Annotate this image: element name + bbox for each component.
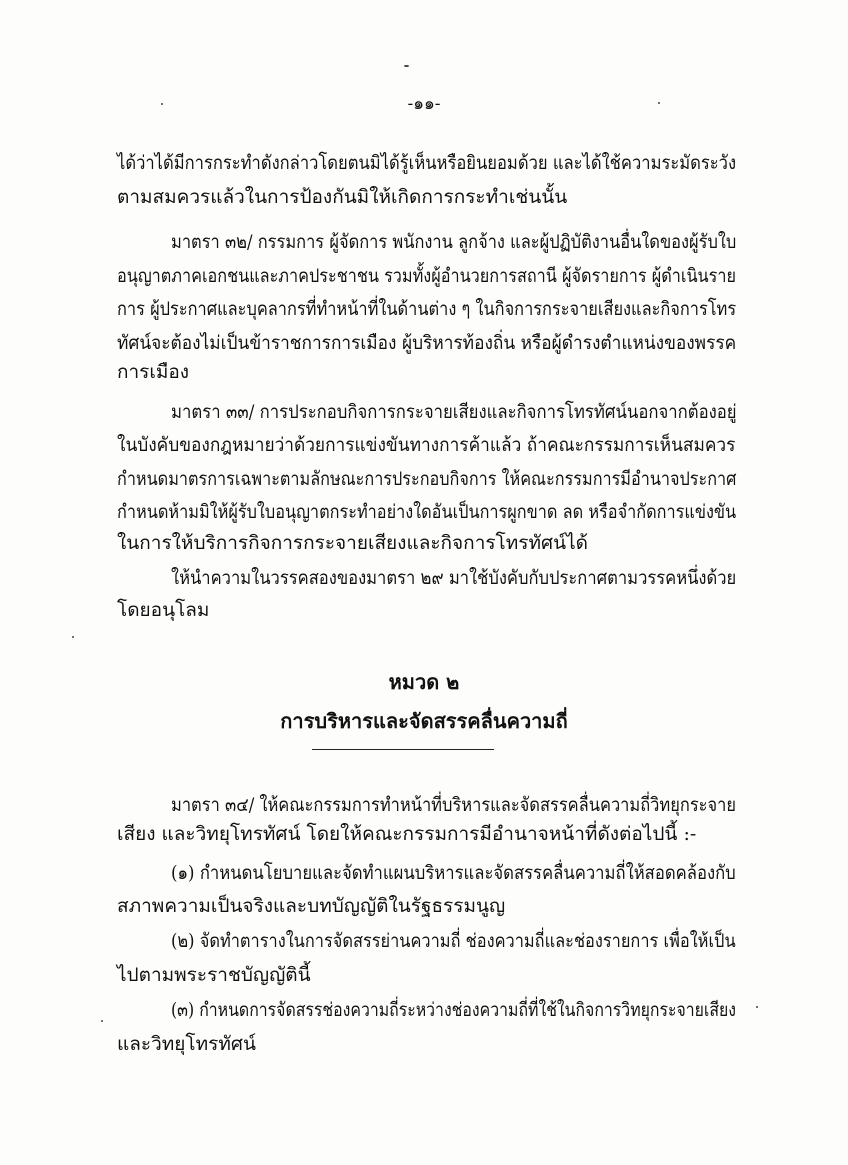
chapter-title: การบริหารและจัดสรรคลื่นความถี่ [280, 709, 568, 733]
scan-speck [101, 1020, 103, 1022]
section-33-line: มาตรา ๓๓/ การประกอบกิจการกระจายเสียงและกิจการโทรทัศน์นอกจากต้องอยู่ [171, 401, 737, 423]
body-line: ทัศน์จะต้องไม่เป็นข้าราชการการเมือง ผู้บริหารท้องถิ่น หรือผู้ดำรงตำแหน่งของพรรค [117, 332, 737, 354]
scan-speck [756, 1006, 758, 1008]
scan-speck [658, 102, 660, 104]
scan-speck [72, 636, 74, 638]
list-item-1: (๑) กำหนดนโยบายและจัดทำแผนบริหารและจัดสรรคลื่นความถี่ให้สอดคล้องกับ [171, 862, 736, 884]
list-item-2: (๒) จัดทำตารางในการจัดสรรย่านความถี่ ช่องความถี่และช่องรายการ เพื่อให้เป็น [171, 930, 736, 952]
body-line: ให้นำความในวรรคสองของมาตรา ๒๙ มาใช้บังคับกับประกาศตามวรรคหนึ่งด้วย [171, 567, 737, 589]
section-32-line: มาตรา ๓๒/ กรรมการ ผู้จัดการ พนักงาน ลูกจ้าง และผู้ปฏิบัติงานอื่นใดของผู้รับใบ [171, 231, 737, 253]
chapter-divider [312, 749, 494, 750]
body-line: อนุญาตภาคเอกชนและภาคประชาชน รวมทั้งผู้อำนวยการสถานี ผู้จัดรายการ ผู้ดำเนินราย [117, 265, 736, 287]
page-number: -๑๑- [407, 94, 441, 114]
body-line: โดยอนุโลม [117, 599, 210, 621]
scan-speck [161, 103, 163, 105]
section-34-line: มาตรา ๓๔/ ให้คณะกรรมการทำหน้าที่บริหารและจัดสรรคลื่นความถี่วิทยุกระจาย [171, 794, 736, 816]
body-line: เสียง และวิทยุโทรทัศน์ โดยให้คณะกรรมการมีอำนาจหน้าที่ดังต่อไปนี้ :- [117, 823, 697, 845]
body-line: ไปตามพระราชบัญญัตินี้ [117, 964, 311, 986]
body-line: การเมือง [117, 361, 190, 383]
body-line: ในบังคับของกฎหมายว่าด้วยการแข่งขันทางการค้าแล้ว ถ้าคณะกรรมการเห็นสมควร [117, 434, 736, 456]
body-line: ในการให้บริการกิจการกระจายเสียงและกิจการโทรทัศน์ได้ [117, 532, 588, 554]
scan-speck [404, 65, 409, 67]
body-line: การ ผู้ประกาศและบุคลากรที่ทำหน้าที่ในด้านต่าง ๆ ในกิจการกระจายเสียงและกิจการโทร [117, 298, 737, 320]
body-line: และวิทยุโทรทัศน์ [117, 1033, 256, 1055]
body-line: ตามสมควรแล้วในการป้องกันมิให้เกิดการกระทำเช่นนั้น [117, 186, 568, 208]
body-line: กำหนดมาตรการเฉพาะตามลักษณะการประกอบกิจการ ให้คณะกรรมการมีอำนาจประกาศ [117, 468, 737, 490]
body-line: กำหนดห้ามมิให้ผู้รับใบอนุญาตกระทำอย่างใดอันเป็นการผูกขาด ลด หรือจำกัดการแข่งขัน [117, 501, 737, 523]
body-line: ได้ว่าได้มีการกระทำดังกล่าวโดยตนมิได้รู้เห็นหรือยินยอมด้วย และได้ใช้ความระมัดระวัง [117, 152, 737, 174]
body-line: สภาพความเป็นจริงและบทบัญญัติในรัฐธรรมนูญ [117, 895, 506, 917]
list-item-3: (๓) กำหนดการจัดสรรช่องความถี่ระหว่างช่องความถี่ที่ใช้ในกิจการวิทยุกระจายเสียง [171, 999, 736, 1021]
chapter-number: หมวด ๒ [388, 670, 460, 694]
